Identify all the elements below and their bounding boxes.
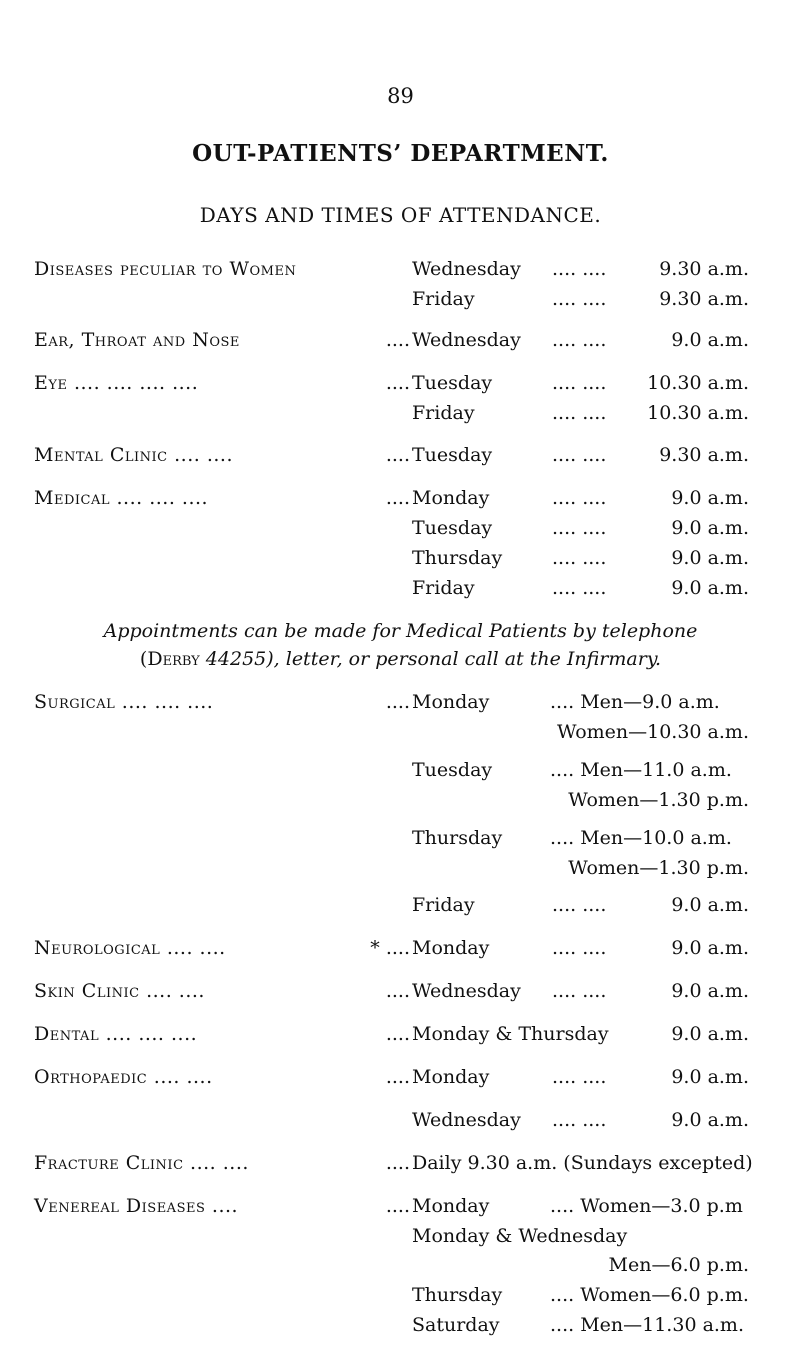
attendance-time: 9.30 a.m. <box>659 444 749 466</box>
men-time: .... Men—11.30 a.m. <box>550 1314 744 1336</box>
women-time: .... Women—6.0 p.m. <box>550 1284 749 1306</box>
attendance-day: Monday <box>412 691 490 713</box>
appointments-note-line1: Appointments can be made for Medical Patients by telephone <box>103 620 698 642</box>
schedule-row <box>0 1284 801 1314</box>
attendance-day: Tuesday <box>412 444 493 466</box>
schedule-row <box>0 1152 801 1182</box>
attendance-day: Monday <box>412 1066 490 1088</box>
department-name: Diseases peculiar to Women <box>34 258 297 280</box>
men-time: .... Men—10.0 a.m. <box>550 827 732 849</box>
note-exchange: Derby <box>147 648 200 670</box>
department-name: Ear, Throat and Nose <box>34 329 240 351</box>
attendance-day: Monday <box>412 937 490 959</box>
department-name: Medical .... .... .... <box>34 487 209 509</box>
schedule-row <box>0 372 801 402</box>
attendance-day: Daily 9.30 a.m. (Sundays excepted) <box>412 1152 753 1174</box>
schedule-row <box>0 547 801 577</box>
spacer <box>34 1340 754 1341</box>
department-name: Mental Clinic .... .... <box>34 444 233 466</box>
attendance-day: Wednesday <box>412 1109 521 1131</box>
leader-dots: .... .... <box>552 894 607 916</box>
schedule-row <box>0 789 801 819</box>
schedule-row <box>0 937 801 967</box>
leader-dots: .... <box>385 691 410 713</box>
men-time: .... Men—11.0 a.m. <box>550 759 732 781</box>
attendance-day: Saturday <box>412 1314 500 1336</box>
leader-dots: .... .... <box>552 402 607 424</box>
schedule-row <box>0 577 801 607</box>
attendance-time: 9.0 a.m. <box>671 894 749 916</box>
attendance-time: 9.0 a.m. <box>671 577 749 599</box>
schedule-row <box>0 857 801 887</box>
attendance-day: Monday <box>412 1195 490 1217</box>
leader-dots: .... .... <box>552 288 607 310</box>
leader-dots: .... .... <box>552 444 607 466</box>
department-name: Neurological .... .... <box>34 937 226 959</box>
attendance-time: 9.0 a.m. <box>671 547 749 569</box>
attendance-day: Wednesday <box>412 980 521 1002</box>
schedule-row <box>0 444 801 474</box>
attendance-day: Monday & Thursday <box>412 1023 609 1045</box>
attendance-day: Wednesday <box>412 329 521 351</box>
schedule-row <box>0 894 801 924</box>
leader-dots: .... .... <box>552 1109 607 1131</box>
attendance-day: Thursday <box>412 827 503 849</box>
leader-dots: .... .... <box>552 547 607 569</box>
schedule-row <box>0 517 801 547</box>
men-time: .... Men—9.0 a.m. <box>550 691 720 713</box>
leader-dots: .... <box>385 1023 410 1045</box>
attendance-time: 9.0 a.m. <box>671 517 749 539</box>
schedule-row <box>0 258 801 288</box>
schedule-row <box>0 691 801 721</box>
leader-dots: .... .... <box>552 372 607 394</box>
attendance-time: 10.30 a.m. <box>647 372 749 394</box>
men-time: Men—6.0 p.m. <box>608 1254 749 1276</box>
page-title: OUT-PATIENTS’ DEPARTMENT. <box>192 140 609 167</box>
attendance-time: 9.30 a.m. <box>659 258 749 280</box>
leader-dots: .... .... <box>552 1066 607 1088</box>
schedule-row <box>0 1109 801 1139</box>
leader-dots: .... .... <box>552 487 607 509</box>
schedule-row <box>0 288 801 318</box>
attendance-day: Monday & Wednesday <box>412 1225 628 1247</box>
attendance-day: Friday <box>412 894 475 916</box>
appointments-note-line2 <box>0 648 801 670</box>
attendance-day: Tuesday <box>412 759 493 781</box>
schedule-row <box>0 402 801 432</box>
schedule-row <box>0 1225 801 1255</box>
attendance-day: Tuesday <box>412 372 493 394</box>
schedule-row <box>0 1023 801 1053</box>
page-number: 89 <box>387 84 414 108</box>
department-name: Venereal Diseases .... <box>34 1195 239 1217</box>
leader-dots: .... <box>385 980 410 1002</box>
attendance-day: Thursday <box>412 1284 503 1306</box>
department-name: Surgical .... .... .... <box>34 691 214 713</box>
department-name: Dental .... .... .... <box>34 1023 198 1045</box>
leader-dots: .... <box>385 1066 410 1088</box>
women-time: .... Women—3.0 p.m <box>550 1195 743 1217</box>
leader-dots: .... <box>385 1195 410 1217</box>
schedule-row <box>0 827 801 857</box>
attendance-time: 9.0 a.m. <box>671 329 749 351</box>
section-subtitle: DAYS AND TIMES OF ATTENDANCE. <box>199 203 602 227</box>
leader-dots: .... .... <box>552 577 607 599</box>
leader-dots: * .... <box>370 937 410 959</box>
attendance-time: 9.0 a.m. <box>671 1109 749 1131</box>
note-paren: ( <box>139 648 148 670</box>
attendance-time: 9.0 a.m. <box>671 937 749 959</box>
attendance-time: 9.0 a.m. <box>671 1066 749 1088</box>
women-time: Women—1.30 p.m. <box>568 857 749 879</box>
attendance-day: Monday <box>412 487 490 509</box>
attendance-time: 9.30 a.m. <box>659 288 749 310</box>
attendance-day: Friday <box>412 402 475 424</box>
department-name: Orthopaedic .... .... <box>34 1066 213 1088</box>
attendance-day: Thursday <box>412 547 503 569</box>
attendance-day: Friday <box>412 577 475 599</box>
department-name: Skin Clinic .... .... <box>34 980 205 1002</box>
attendance-time: 9.0 a.m. <box>671 487 749 509</box>
schedule-row <box>0 721 801 751</box>
leader-dots: .... <box>385 444 410 466</box>
schedule-row <box>0 1254 801 1284</box>
leader-dots: .... <box>385 1152 410 1174</box>
schedule-row <box>0 980 801 1010</box>
attendance-time: 9.0 a.m. <box>671 980 749 1002</box>
leader-dots: .... .... <box>552 980 607 1002</box>
leader-dots: .... <box>385 329 410 351</box>
attendance-day: Friday <box>412 288 475 310</box>
attendance-day: Tuesday <box>412 517 493 539</box>
leader-dots: .... .... <box>552 517 607 539</box>
leader-dots: .... <box>385 372 410 394</box>
schedule-row <box>0 1195 801 1225</box>
leader-dots: .... <box>385 487 410 509</box>
schedule-row <box>0 759 801 789</box>
schedule-row <box>0 487 801 517</box>
leader-dots: .... .... <box>552 329 607 351</box>
women-time: Women—1.30 p.m. <box>568 789 749 811</box>
department-name: Eye .... .... .... .... <box>34 372 199 394</box>
attendance-time: 9.0 a.m. <box>671 1023 749 1045</box>
women-time: Women—10.30 a.m. <box>556 721 749 743</box>
leader-dots: .... .... <box>552 258 607 280</box>
attendance-time: 10.30 a.m. <box>647 402 749 424</box>
note-rest: 44255), letter, or personal call at the Infirmary. <box>199 648 662 670</box>
schedule-row <box>0 329 801 359</box>
attendance-day: Wednesday <box>412 258 521 280</box>
leader-dots: .... .... <box>552 937 607 959</box>
department-name: Fracture Clinic .... .... <box>34 1152 249 1174</box>
schedule-row <box>0 1066 801 1096</box>
